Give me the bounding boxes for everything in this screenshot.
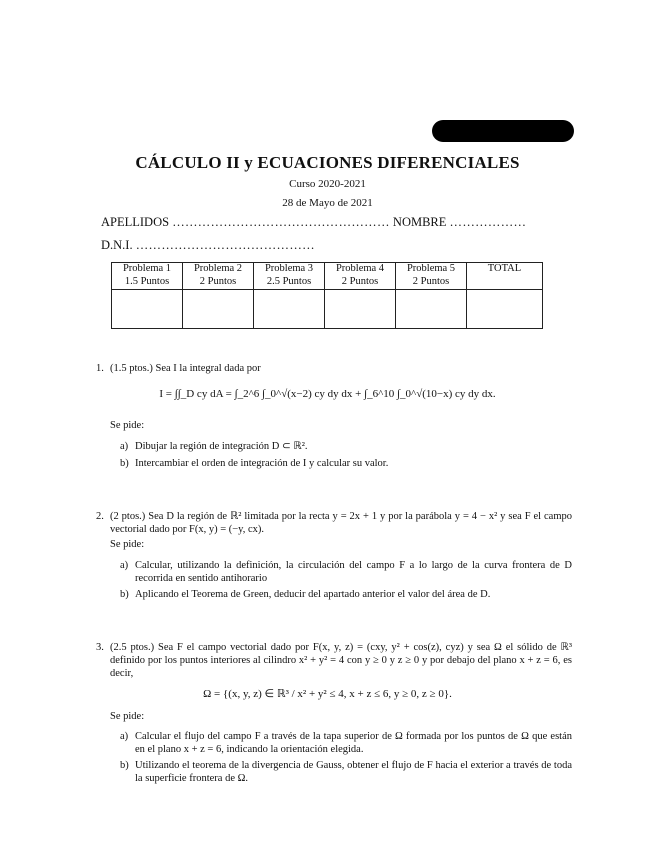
- problem-2-item-b: b) Aplicando el Teorema de Green, deducir del apartado anterior el valor del área de D.: [120, 589, 491, 600]
- problem-3-item-b: b) Utilizando el teorema de la divergencia de Gauss, obtener el flujo de F hacia el exterior a través de toda la superficie frontera de Ω.: [120, 760, 572, 784]
- problem-2-item-a: a) Calcular, utilizando la definición, la circulación del campo F a lo largo de la curva frontera de D recorrida en sentido antihorario: [120, 560, 572, 584]
- apellidos-label: APELLIDOS: [101, 215, 170, 229]
- problem-1-item-b: b) Intercambiar el orden de integración de I y calcular su valor.: [120, 458, 389, 469]
- score-header-total: TOTAL: [467, 263, 543, 290]
- problem-1-item-a: a) Dibujar la región de integración D ⊂ ℝ².: [120, 441, 308, 452]
- score-header-problem-1: Problema 1 1.5 Puntos: [112, 263, 183, 290]
- exam-title: CÁLCULO II y ECUACIONES DIFERENCIALES: [135, 153, 520, 172]
- score-table-header-row: [112, 263, 543, 290]
- problem-2: [96, 510, 572, 536]
- apellidos-nombre-line: [101, 215, 526, 230]
- score-cell-problem-1[interactable]: [112, 290, 183, 329]
- nombre-field[interactable]: ………………: [449, 215, 527, 229]
- redacted-name-mark: [432, 120, 574, 142]
- problem-1-statement: (1.5 ptos.) Sea I la integral dada por: [110, 363, 261, 374]
- score-cell-problem-2[interactable]: [183, 290, 254, 329]
- apellidos-field[interactable]: ……………………………………………: [172, 215, 390, 229]
- problem-3-formula: Ω = {(x, y, z) ∈ ℝ³ / x² + y² ≤ 4, x + z ≤ 6, y ≥ 0, z ≥ 0}.: [203, 688, 452, 700]
- score-cell-problem-4[interactable]: [325, 290, 396, 329]
- score-cell-total[interactable]: [467, 290, 543, 329]
- score-table: [111, 262, 543, 329]
- problem-1-formula: I = ∫∫_D cy dA = ∫_2^6 ∫_0^√(x−2) cy dy dx + ∫_6^10 ∫_0^√(10−x) cy dy dx.: [159, 388, 496, 400]
- dni-label: D.N.I.: [101, 238, 133, 252]
- dni-line: [101, 238, 315, 253]
- problem-1-se-pide: Se pide:: [110, 420, 145, 431]
- problem-2-number: 2.: [96, 511, 104, 522]
- problem-2-se-pide: Se pide:: [110, 539, 145, 550]
- score-table-grade-row: [112, 290, 543, 329]
- score-header-problem-5: Problema 5 2 Puntos: [396, 263, 467, 290]
- course-year: Curso 2020-2021: [289, 178, 366, 190]
- score-header-problem-3: Problema 3 2.5 Puntos: [254, 263, 325, 290]
- nombre-label: NOMBRE: [392, 215, 447, 229]
- problem-3-statement: (2.5 ptos.) Sea F el campo vectorial dado por F(x, y, z) = (cxy, y² + cos(z), cyz) y sea Ω el sólido de ℝ³ definido por los puntos interiores al cilindro x² + y² = 4 con y ≥ 0 y z ≥ 0 y por debajo del plano x + z = 6, es decir,: [110, 642, 572, 679]
- problem-3-se-pide: Se pide:: [110, 711, 145, 722]
- exam-date: 28 de Mayo de 2021: [282, 197, 373, 209]
- problem-1: [96, 362, 572, 375]
- problem-2-statement: (2 ptos.) Sea D la región de ℝ² limitada por la recta y = 2x + 1 y por la parábola y = 4 − x² y sea F el campo vectorial dado por F(x, y) = (−y, cx).: [110, 511, 572, 535]
- score-cell-problem-3[interactable]: [254, 290, 325, 329]
- score-header-problem-4: Problema 4 2 Puntos: [325, 263, 396, 290]
- problem-3-item-a: a) Calcular el flujo del campo F a través de la tapa superior de Ω formada por los puntos de Ω que están en el plano x + z = 6, indicando la orientación elegida.: [120, 731, 572, 755]
- score-header-problem-2: Problema 2 2 Puntos: [183, 263, 254, 290]
- problem-3: [96, 641, 572, 680]
- problem-3-number: 3.: [96, 642, 104, 653]
- dni-field[interactable]: ……………………………………: [135, 238, 315, 252]
- score-cell-problem-5[interactable]: [396, 290, 467, 329]
- problem-1-number: 1.: [96, 363, 104, 374]
